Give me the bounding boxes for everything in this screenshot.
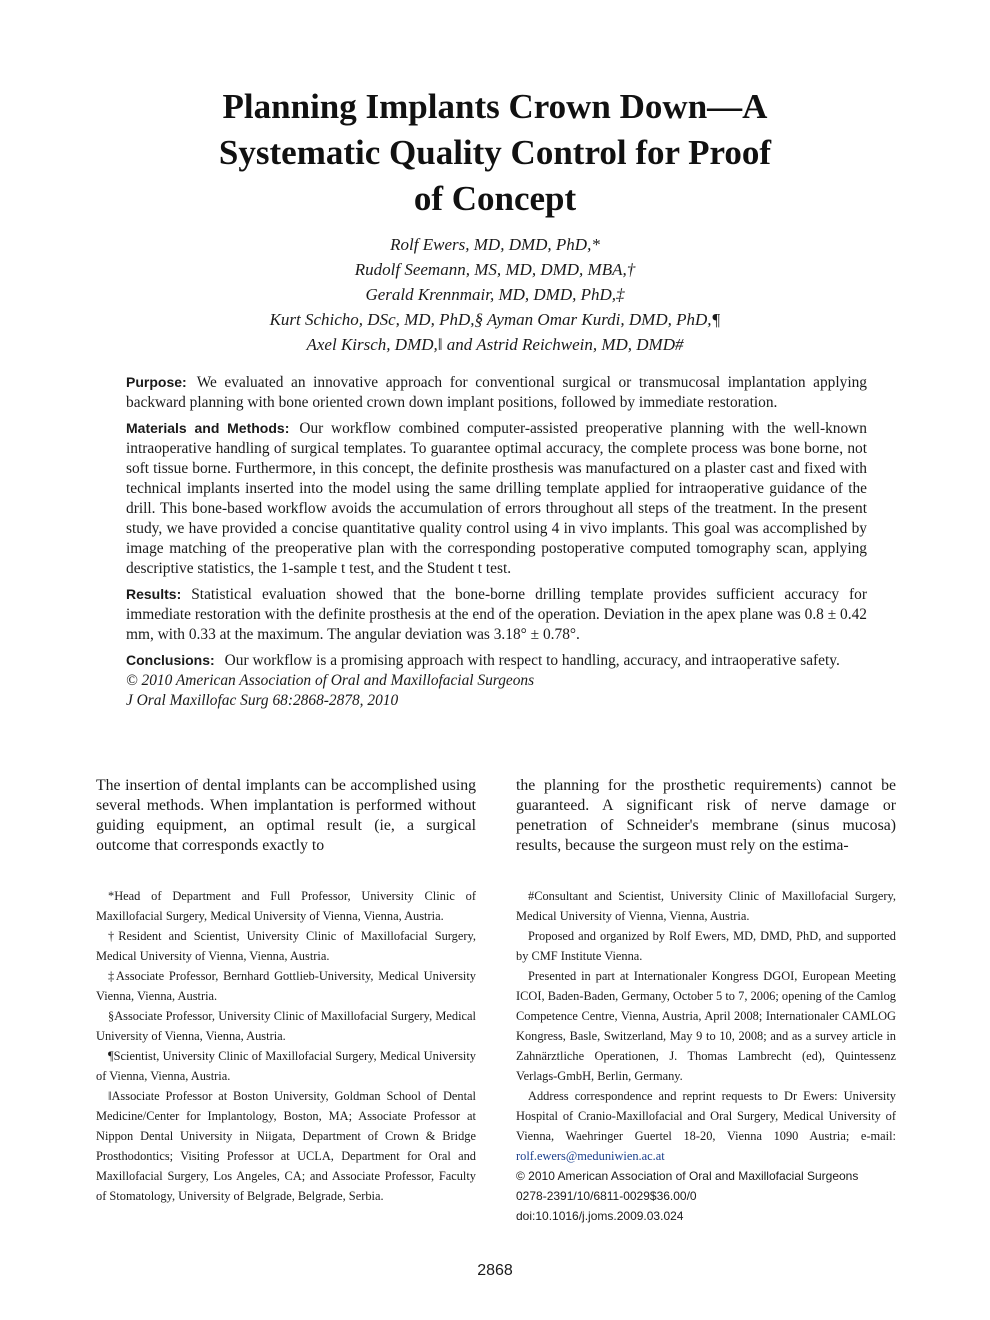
address-text: Address correspondence and reprint requests to Dr Ewers: University Hospital of Cranio-Maxillofacial and Oral Surgery, Medical University of Vienna, Waehringer Guertel 18-20, Vienna 1090 Austria; e-mail: — [516, 1089, 896, 1143]
body-paragraph: the planning for the prosthetic requirements) cannot be guaranteed. A significant risk of nerve damage or penetration of Schneider's membrane (sinus mucosa) results, because the surgeon must rely on the estima- — [516, 777, 896, 854]
abstract-results — [126, 584, 867, 645]
results-label: Results: — [126, 586, 182, 602]
page-number: 2868 — [477, 1262, 513, 1279]
author-line: Rolf Ewers, MD, DMD, PhD,* — [390, 235, 600, 254]
body-paragraph: The insertion of dental implants can be accomplished using several methods. When implantation is performed without guiding equipment, an optimal result (ie, a surgical outcome that corresponds exactly to — [96, 777, 476, 854]
email-link[interactable]: rolf.ewers@meduniwien.ac.at — [516, 1149, 665, 1163]
issn-line: 0278-2391/10/6811-0029$36.00/0 — [516, 1189, 697, 1203]
address-footnote — [516, 1086, 896, 1166]
footnotes-left — [96, 886, 476, 1206]
conclusions-label: Conclusions: — [126, 652, 215, 668]
title-line: Systematic Quality Control for Proof — [218, 133, 772, 172]
purpose-text: We evaluated an innovative approach for conventional surgical or transmucosal implantation applying backward planning with bone oriented crown down implant positions, followed by immediate restoration. — [126, 374, 867, 411]
author-line: Kurt Schicho, DSc, MD, PhD,§ Ayman Omar Kurdi, DMD, PhD,¶ — [269, 310, 721, 329]
abstract-purpose — [126, 372, 867, 413]
footnote: †Resident and Scientist, University Clinic of Maxillofacial Surgery, Medical University of Vienna, Vienna, Austria. — [96, 929, 476, 963]
purpose-label: Purpose: — [126, 374, 187, 390]
author-line: Rudolf Seemann, MS, MD, DMD, MBA,† — [354, 260, 636, 279]
conclusions-text: Our workflow is a promising approach with respect to handling, accuracy, and intraoperative safety. — [224, 652, 840, 669]
article-title — [120, 84, 870, 222]
copyright-line: © 2010 American Association of Oral and Maxillofacial Surgeons — [516, 1169, 859, 1183]
abstract-copyright: © 2010 American Association of Oral and Maxillofacial Surgeons — [126, 672, 535, 689]
footnote: ¶Scientist, University Clinic of Maxillofacial Surgery, Medical University of Vienna, Vienna, Austria. — [96, 1049, 476, 1083]
abstract-methods — [126, 418, 867, 579]
footnote: Proposed and organized by Rolf Ewers, MD, DMD, PhD, and supported by CMF Institute Vienna. — [516, 929, 896, 963]
title-line: of Concept — [413, 179, 577, 218]
footnote: §Associate Professor, University Clinic of Maxillofacial Surgery, Medical University of Vienna, Vienna, Austria. — [96, 1009, 476, 1043]
footnotes-right — [516, 886, 896, 1226]
footnote: ‖Associate Professor at Boston University, Goldman School of Dental Medicine/Center for Implantology, Boston, MA; Associate Professor at Nippon Dental University in Niigata, Department of Crown & Bridge Prosthodontics; Visiting Professor at UCLA, Department for Oral and Maxillofacial Surgery, Los Angeles, CA; and Associate Professor, Faculty of Stomatology, University of Belgrade, Belgrade, Serbia. — [96, 1089, 476, 1203]
doi-line: doi:10.1016/j.joms.2009.03.024 — [516, 1209, 684, 1223]
methods-label: Materials and Methods: — [126, 420, 290, 436]
body-column-right — [516, 776, 896, 856]
journal-citation: J Oral Maxillofac Surg 68:2868-2878, 2010 — [126, 692, 399, 709]
methods-text: Our workflow combined computer-assisted preoperative planning with the well-known intraoperative handling of surgical templates. To guarantee optimal accuracy, the complete process was bone borne, not soft tissue borne. Furthermore, in this concept, the definite prosthesis was manufactured on a plaster cast and fixed with technical implants inserted into the model using the same drilling template applied for intraoperative guidance of the drill. This bone-based workflow avoids the accumulation of errors throughout all steps of the treatment. In the present study, we have provided a concise quantitative quality control using 4 in vivo implants. This goal was accomplished by image matching of the preoperative plan with the corresponding postoperative computed tomography scan, applying descriptive statistics, the 1-sample t test, and the Student t test. — [126, 420, 867, 577]
results-text: Statistical evaluation showed that the bone-borne drilling template provides sufficient accuracy for immediate restoration with the definite prosthesis at the end of the operation. Deviation in the apex plane was 0.8 ± 0.42 mm, with 0.33 at the maximum. The angular deviation was 3.18° ± 0.78°. — [126, 586, 867, 643]
footnote: #Consultant and Scientist, University Clinic of Maxillofacial Surgery, Medical University of Vienna, Vienna, Austria. — [516, 889, 896, 923]
abstract-conclusions — [126, 650, 867, 671]
author-list — [120, 232, 870, 357]
footnote: Presented in part at Internationaler Kongress DGOI, European Meeting ICOI, Baden-Baden, Germany, October 5 to 7, 2006; opening of the Camlog Competence Centre, Vienna, Austria, April 2008; Internationaler CAMLOG Kongress, Basle, Switzerland, May 9 to 10, 2008; and as a survey article in Zahnärztliche Operationen, J. Thomas Lambrecht (ed), Quintessenz Verlags-GmbH, Berlin, Germany. — [516, 969, 896, 1083]
body-column-left — [96, 776, 476, 856]
footnote: *Head of Department and Full Professor, University Clinic of Maxillofacial Surgery, Medical University of Vienna, Vienna, Austria. — [96, 889, 476, 923]
footnote: ‡Associate Professor, Bernhard Gottlieb-University, Medical University Vienna, Vienna, Austria. — [96, 969, 476, 1003]
author-line: Gerald Krennmair, MD, DMD, PhD,‡ — [365, 285, 625, 304]
author-line: Axel Kirsch, DMD,‖ and Astrid Reichwein, MD, DMD# — [306, 335, 684, 354]
title-line: Planning Implants Crown Down—A — [222, 87, 768, 126]
abstract — [126, 372, 867, 711]
